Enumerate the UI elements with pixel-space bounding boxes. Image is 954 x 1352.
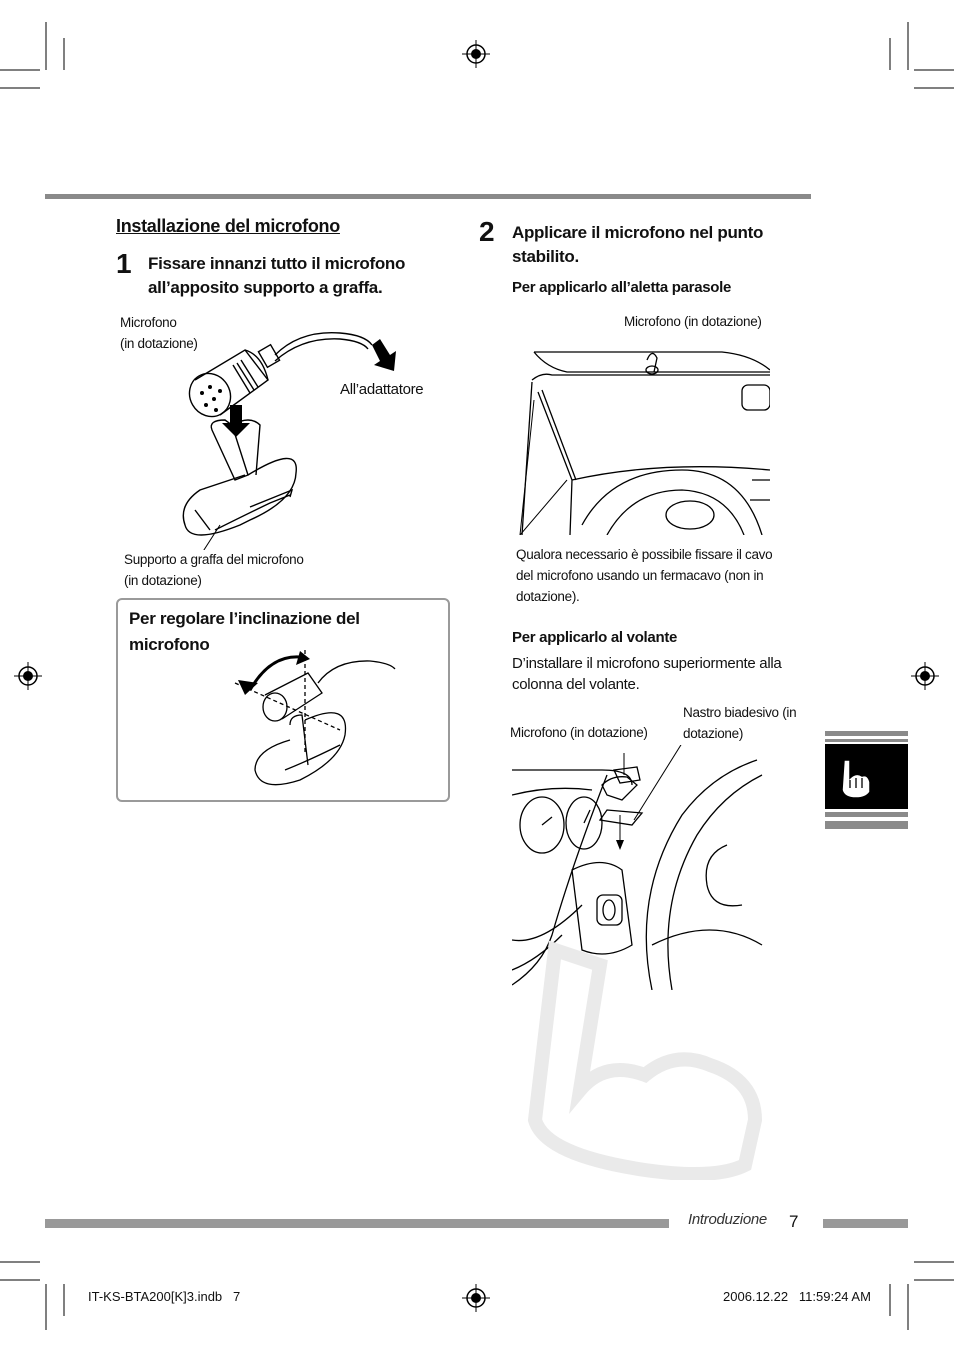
wheel-heading: Per applicarlo al volante xyxy=(512,629,678,646)
visor-note-line-3: dotazione). xyxy=(516,589,580,604)
wheel-mic-label: Microfono (in dotazione) xyxy=(510,725,648,740)
footer-rule-left xyxy=(45,1219,669,1228)
step-1-text xyxy=(148,252,405,300)
visor-note xyxy=(516,544,772,607)
side-tab-rule-top-2 xyxy=(825,739,908,742)
page-number: 7 xyxy=(789,1212,799,1231)
tilt-title-line-1: Per regolare l’inclinazione del xyxy=(129,609,360,628)
mic-label-line-1: Microfono xyxy=(120,315,177,330)
registration-mark-icon xyxy=(14,662,42,690)
clip-label-line-1: Supporto a graffa del microfono xyxy=(124,552,304,567)
tape-label-line-1: Nastro biadesivo (in xyxy=(683,705,797,720)
step-2-number: 2 xyxy=(479,216,495,247)
mic-label-line-2: (in dotazione) xyxy=(120,336,198,351)
step-2-text xyxy=(512,221,763,269)
registration-mark-icon xyxy=(462,1284,490,1312)
side-tab-rule-bottom-2 xyxy=(825,821,908,829)
wheel-text xyxy=(512,653,781,695)
header-rule xyxy=(45,194,811,199)
visor-illustration xyxy=(512,330,770,535)
tilt-title-line-2: microfono xyxy=(129,635,210,654)
mic-clip-illustration xyxy=(150,325,410,550)
file-info: IT-KS-BTA200[K]3.indb 7 xyxy=(88,1289,241,1304)
visor-mic-label: Microfono (in dotazione) xyxy=(624,314,762,329)
tilt-illustration xyxy=(230,645,410,795)
step-2-line-2: stabilito. xyxy=(512,247,579,266)
watermark-hand-icon xyxy=(525,930,775,1180)
step-2-line-1: Applicare il microfono nel punto xyxy=(512,223,764,242)
hand-index-icon xyxy=(836,756,874,802)
footer-rule-right xyxy=(823,1219,908,1228)
clip-label xyxy=(124,549,304,591)
wheel-text-line-2: colonna del volante. xyxy=(512,676,640,693)
step-1-line-1: Fissare innanzi tutto il microfono xyxy=(148,254,406,273)
clip-label-line-2: (in dotazione) xyxy=(124,573,202,588)
adapter-label: All’adattatore xyxy=(340,381,424,398)
section-heading: Installazione del microfono xyxy=(116,216,340,236)
step-1-line-2: all’apposito supporto a graffa. xyxy=(148,278,383,297)
tape-label-line-2: dotazione) xyxy=(683,726,744,741)
step-1-number: 1 xyxy=(116,248,132,279)
registration-mark-icon xyxy=(462,40,490,68)
footer-section-name: Introduzione xyxy=(688,1211,767,1228)
wheel-text-line-1: D’installare il microfono superiormente alla xyxy=(512,655,782,672)
visor-note-line-1: Qualora necessario è possibile fissare il cavo xyxy=(516,547,773,562)
side-tab-rule-bottom xyxy=(825,812,908,817)
print-timestamp: 2006.12.22 11:59:24 AM xyxy=(723,1289,871,1304)
side-tab-rule-top xyxy=(825,731,908,736)
visor-note-line-2: del microfono usando un fermacavo (non in xyxy=(516,568,764,583)
visor-heading: Per applicarlo all’aletta parasole xyxy=(512,279,732,296)
tape-label xyxy=(683,702,796,744)
registration-mark-icon xyxy=(911,662,939,690)
